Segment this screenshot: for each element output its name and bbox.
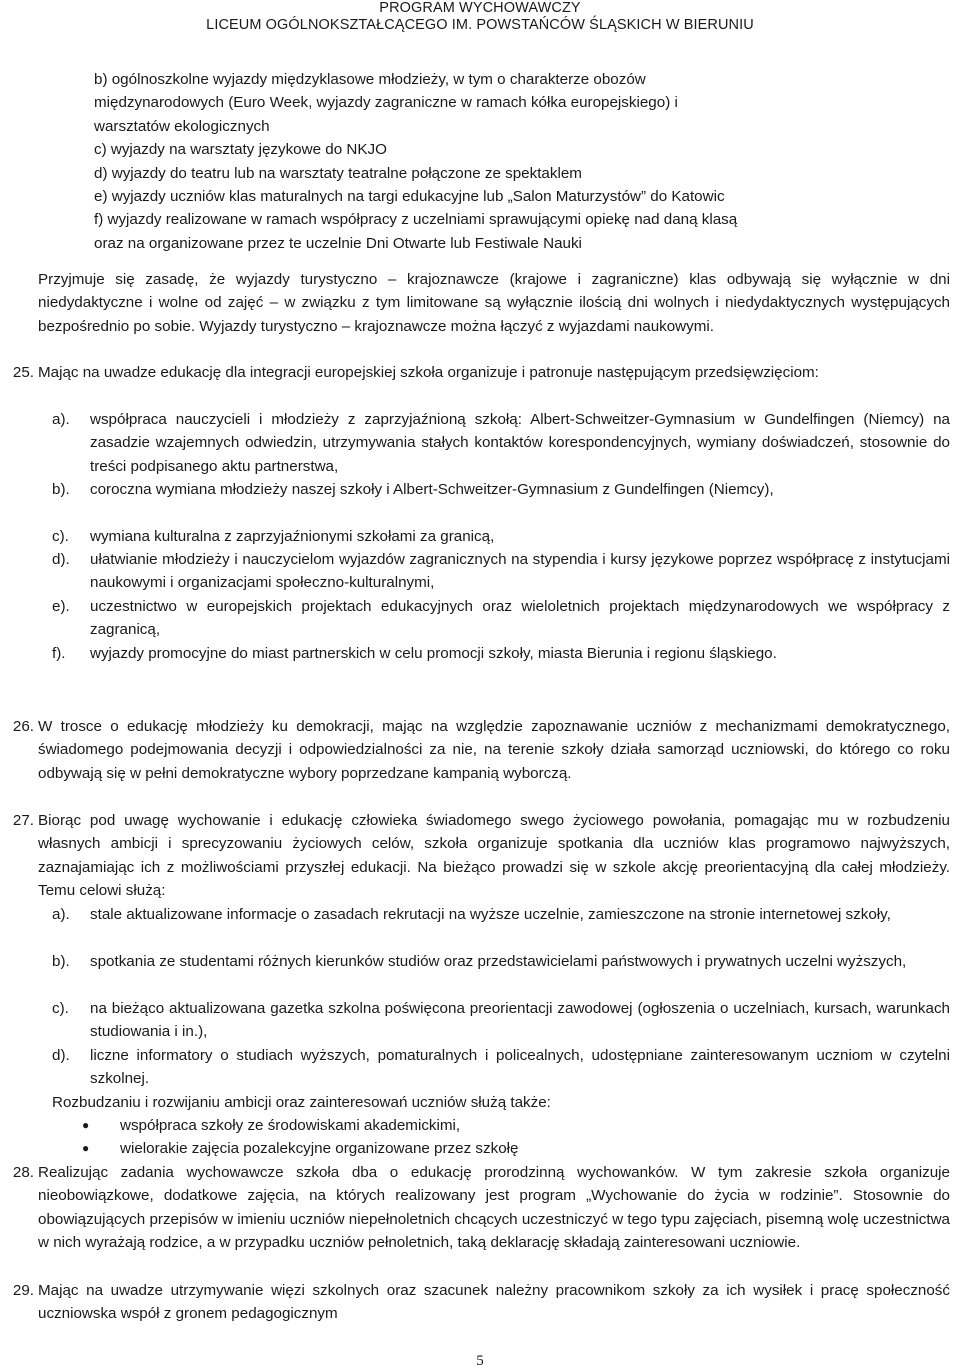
item-letter: a).: [52, 906, 70, 923]
page-header: [0, 0, 960, 34]
section-intro: Mając na uwadze edukację dla integracji europejskiej szkoła organizuje i patronuje następującym przedsięwzięciom:: [38, 364, 819, 381]
lead-item-f-line2: oraz na organizowane przez te uczelnie Dni Otwarte lub Festiwale Nauki: [94, 234, 582, 252]
item-text: stale aktualizowane informacje o zasadach rekrutacji na wyższe uczelnie, zamieszczone na stronie internetowej szkoły,: [90, 906, 891, 923]
item-letter: a).: [52, 411, 70, 428]
item-letter: f).: [52, 645, 66, 662]
lead-item-c: c) wyjazdy na warsztaty językowe do NKJO: [94, 141, 387, 159]
trips-rule-text: Przyjmuje się zasadę, że wyjazdy turystyczno – krajoznawcze (krajowe i zagraniczne) klas odbywają się wyłącznie w dni niedydaktyczne i wolne od zajęć – w związku z tym limitowane są wyłącznie ilością dni wolnych i niedydaktycznych występujących bezpośrednio po sobie. Wyjazdy turystyczno – krajoznawcze można łączyć z wyjazdami naukowymi.: [38, 271, 950, 335]
section-after-text: Rozbudzaniu i rozwijaniu ambicji oraz zainteresowań uczniów służą także:: [52, 1094, 551, 1111]
section-number: 27.: [12, 812, 34, 829]
section-number: 25.: [12, 364, 34, 381]
section-text: Realizując zadania wychowawcze szkoła dba o edukację prorodzinną wychowanków. W tym zakresie szkoła organizuje nieobowiązkowe, dodatkowe zajęcia, na których realizowany jest program „Wychowanie do życia w rodzinie”. Stosownie do obowiązujących przepisów w imieniu uczniów niepełnoletnich chcących uczestniczyć w tego typu zajęciach, pisemną wolę uczestnictwa w nich wyrażają rodzice, a w przypadku uczniów pełnoletnich, taką deklarację składają zainteresowani uczniowie.: [38, 1164, 950, 1252]
bullet-icon: ●: [82, 1141, 90, 1155]
item-letter: c).: [52, 528, 69, 545]
section-number: 28.: [12, 1164, 34, 1181]
lead-list: [94, 68, 926, 255]
lead-item-d: d) wyjazdy do teatru lub na warsztaty teatralne połączone ze spektaklem: [94, 164, 582, 182]
page-number: 5: [476, 1353, 484, 1369]
lead-item-b-line1: b) ogólnoszkolne wyjazdy międzyklasowe młodzieży, w tym o charakterze obozów: [94, 71, 646, 88]
item-letter: d).: [52, 1047, 70, 1064]
section-number: 26.: [12, 718, 34, 735]
item-text: liczne informatory o studiach wyższych, pomaturalnych i policealnych, udostępniane zainteresowanym uczniom w czytelni szkolnej.: [90, 1047, 950, 1088]
lead-item-e: e) wyjazdy uczniów klas maturalnych na targi edukacyjne lub „Salon Maturzystów” do Katowic: [94, 188, 725, 206]
item-text: na bieżąco aktualizowana gazetka szkolna poświęcona preorientacji zawodowej (ogłoszenia o uczelniach, kursach, warunkach studiowania i in.),: [90, 1000, 950, 1041]
item-text: wymiana kulturalna z zaprzyjaźnionymi szkołami za granicą,: [90, 528, 495, 545]
item-text: współpraca nauczycieli i młodzieży z zaprzyjaźnioną szkołą: Albert-Schweitzer-Gymnasium w Gundelfingen (Niemcy) na zasadzie wzajemnych odwiedzin, utrzymywania stałych kontaktów korespondencyjnych, wymiany doświadczeń, stosownie do treści podpisanego aktu partnerstwa,: [90, 411, 950, 475]
item-text: spotkania ze studentami różnych kierunków studiów oraz przedstawicielami państwowych i prywatnych uczelni wyższych,: [90, 953, 907, 970]
lead-item-f-line1: f) wyjazdy realizowane w ramach współpracy z uczelniami sprawującymi opiekę nad daną klasą: [94, 211, 738, 229]
lead-item-b-line2: międzynarodowych (Euro Week, wyjazdy zagraniczne w ramach kółka europejskiego) i: [94, 94, 678, 112]
item-letter: c).: [52, 1000, 69, 1017]
item-text: wyjazdy promocyjne do miast partnerskich w celu promocji szkoły, miasta Bierunia i regionu śląskiego.: [90, 645, 777, 662]
section-text: Mając na uwadze utrzymywanie więzi szkolnych oraz szacunek należny pracownikom szkoły za ich wysiłek i pracę społeczność uczniowska współ z gronem pedagogicznym: [38, 1282, 950, 1323]
section-text: W trosce o edukację młodzieży ku demokracji, mając na względzie zapoznawanie uczniów z mechanizmami demokratycznego, świadomego podejmowania decyzji i odpowiedzialności za nie, na terenie szkoły działa samorząd uczniowski, do którego co roku odbywają się w pełni demokratyczne wybory poprzedzane kampanią wyborczą.: [38, 718, 950, 782]
item-letter: b).: [52, 953, 70, 970]
bullet-text: wielorakie zajęcia pozalekcyjne organizowane przez szkołę: [120, 1140, 519, 1157]
lead-item-b-line3: warsztatów ekologicznych: [94, 117, 270, 135]
bullet-text: współpraca szkoły ze środowiskami akademickimi,: [120, 1117, 461, 1134]
item-letter: b).: [52, 481, 70, 498]
item-text: coroczna wymiana młodzieży naszej szkoły i Albert-Schweitzer-Gymnasium z Gundelfingen (Niemcy),: [90, 481, 774, 498]
section-number: 29.: [12, 1282, 34, 1299]
item-text: ułatwianie młodzieży i nauczycielom wyjazdów zagranicznych na stypendia i kursy językowe poprzez współpracę z instytucjami naukowymi i organizacjami społeczno-kulturalnymi,: [90, 551, 950, 592]
item-text: uczestnictwo w europejskich projektach edukacyjnych oraz wieloletnich projektach międzynarodowych we współpracy z zagranicą,: [90, 598, 950, 639]
header-school-name: LICEUM OGÓLNOKSZTAŁCĄCEGO IM. POWSTAŃCÓW ŚLĄSKICH W BIERUNIU: [206, 17, 754, 33]
section-intro: Biorąc pod uwagę wychowanie i edukację człowieka świadomego swego życiowego powołania, pomagając mu w rozbudzeniu własnych ambicji i sprecyzowaniu życiowych celów, szkoła organizuje spotkania dla uczniów klas programowo najwyższych, zaznajamiając ich z możliwościami przyszłej edukacji. Na bieżąco prowadzi się w szkole akcję preorientacyjną dla całej młodzieży. Temu celowi służą:: [38, 812, 950, 900]
item-letter: d).: [52, 551, 70, 568]
trips-rule-paragraph: [38, 268, 950, 338]
item-letter: e).: [52, 598, 70, 615]
header-title: PROGRAM WYCHOWAWCZY: [379, 0, 581, 16]
bullet-icon: ●: [82, 1118, 90, 1132]
